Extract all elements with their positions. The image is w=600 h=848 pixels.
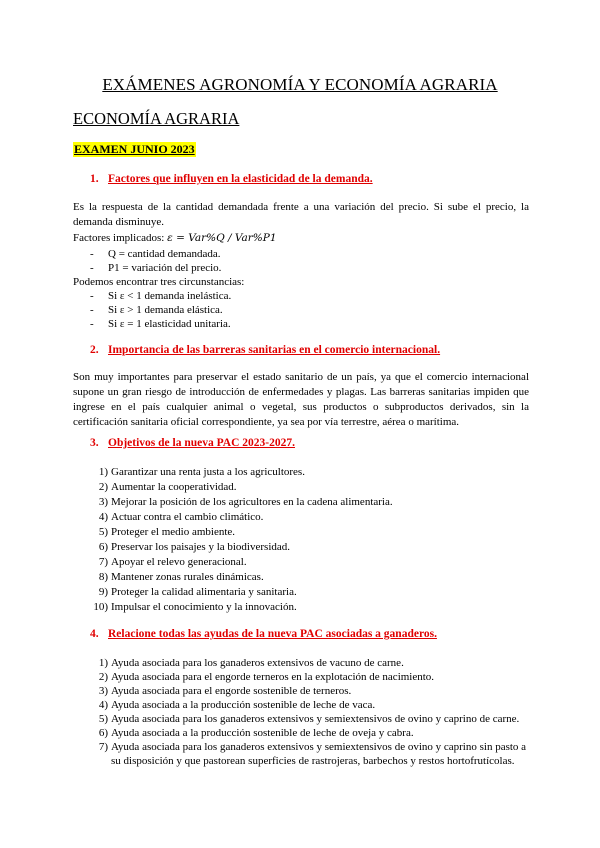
- list-item: 10) Impulsar el conocimiento y la innovación.: [93, 601, 297, 613]
- list-item: 2) Ayuda asociada para el engorde terneros en la explotación de nacimiento.: [98, 671, 435, 683]
- question-3-heading: [90, 437, 295, 449]
- list-item: 6) Preservar los paisajes y la biodiversidad.: [98, 541, 291, 553]
- question-number: 4.: [90, 628, 99, 640]
- list-item: 5) Proteger el medio ambiente.: [98, 526, 236, 538]
- list-item: - Si ε = 1 elasticidad unitaria.: [90, 318, 231, 330]
- question-text: Factores que influyen en la elasticidad de la demanda.: [108, 173, 373, 185]
- list-item: 8) Mantener zonas rurales dinámicas.: [98, 571, 264, 583]
- list-item: 1) Ayuda asociada para los ganaderos extensivos de vacuno de carne.: [98, 657, 404, 669]
- list-item: 4) Actuar contra el cambio climático.: [98, 511, 264, 523]
- list-item: 5) Ayuda asociada para los ganaderos extensivos y semiextensivos de ovino y caprino de carne.: [98, 713, 520, 725]
- question-1-paragraph: Es la respuesta de la cantidad demandada frente a una variación del precio. Si sube el precio, la demanda disminuye.: [73, 201, 529, 228]
- question-1-heading: [90, 173, 373, 185]
- list-item: 7) Ayuda asociada para los ganaderos extensivos y semiextensivos de ovino y caprino sin pasto a su disposición y que pastorean superficies de rastrojeras, barbechos y restos hortofrutícolas.: [98, 741, 527, 767]
- list-item: 1) Garantizar una renta justa a los agricultores.: [98, 466, 305, 478]
- section-heading: ECONOMÍA AGRARIA: [73, 109, 240, 128]
- list-item: 6) Ayuda asociada a la producción sostenible de leche de oveja y cabra.: [98, 727, 414, 739]
- question-number: 3.: [90, 437, 99, 449]
- circumstances-label: Podemos encontrar tres circunstancias:: [73, 276, 245, 288]
- list-item: - Q = cantidad demandada.: [90, 248, 221, 260]
- list-item: - Si ε > 1 demanda elástica.: [90, 304, 223, 316]
- question-4-heading: [90, 628, 437, 640]
- document-title: EXÁMENES AGRONOMÍA Y ECONOMÍA AGRARIA: [102, 75, 498, 94]
- question-text: Relacione todas las ayudas de la nueva PAC asociadas a ganaderos.: [108, 628, 437, 640]
- list-item: - Si ε < 1 demanda inelástica.: [90, 290, 232, 302]
- list-item: 4) Ayuda asociada a la producción sostenible de leche de vaca.: [98, 699, 376, 711]
- question-text: Importancia de las barreras sanitarias en el comercio internacional.: [108, 344, 441, 356]
- list-item: 3) Mejorar la posición de los agricultores en la cadena alimentaria.: [98, 496, 393, 508]
- list-item: 9) Proteger la calidad alimentaria y sanitaria.: [98, 586, 297, 598]
- question-number: 1.: [90, 173, 99, 185]
- question-2-paragraph: Son muy importantes para preservar el estado sanitario de un país, ya que el comercio internacional supone un gran riesgo de introducción de enfermedades y plagas. Las barreras sanitarias impiden que ingrese en el país cualquier animal o vegetal, sus productos o subproductos derivados, sin la certificación sanitaria oficial correspondiente, ya sea por vía terrestre, aérea o marítima.: [73, 371, 529, 428]
- list-item: 3) Ayuda asociada para el engorde sostenible de terneros.: [98, 685, 352, 697]
- list-item: 7) Apoyar el relevo generacional.: [98, 556, 247, 568]
- elasticity-formula: ε = Var%Q / Var%P1: [167, 232, 277, 244]
- exam-heading: EXAMEN JUNIO 2023: [74, 142, 195, 156]
- question-text: Objetivos de la nueva PAC 2023-2027.: [108, 437, 295, 449]
- factors-label: Factores implicados:: [73, 232, 168, 244]
- list-item: - P1 = variación del precio.: [90, 262, 222, 274]
- factors-line: [73, 231, 277, 245]
- question-2-heading: [90, 344, 440, 356]
- list-item: 2) Aumentar la cooperatividad.: [98, 481, 237, 493]
- question-number: 2.: [90, 344, 99, 356]
